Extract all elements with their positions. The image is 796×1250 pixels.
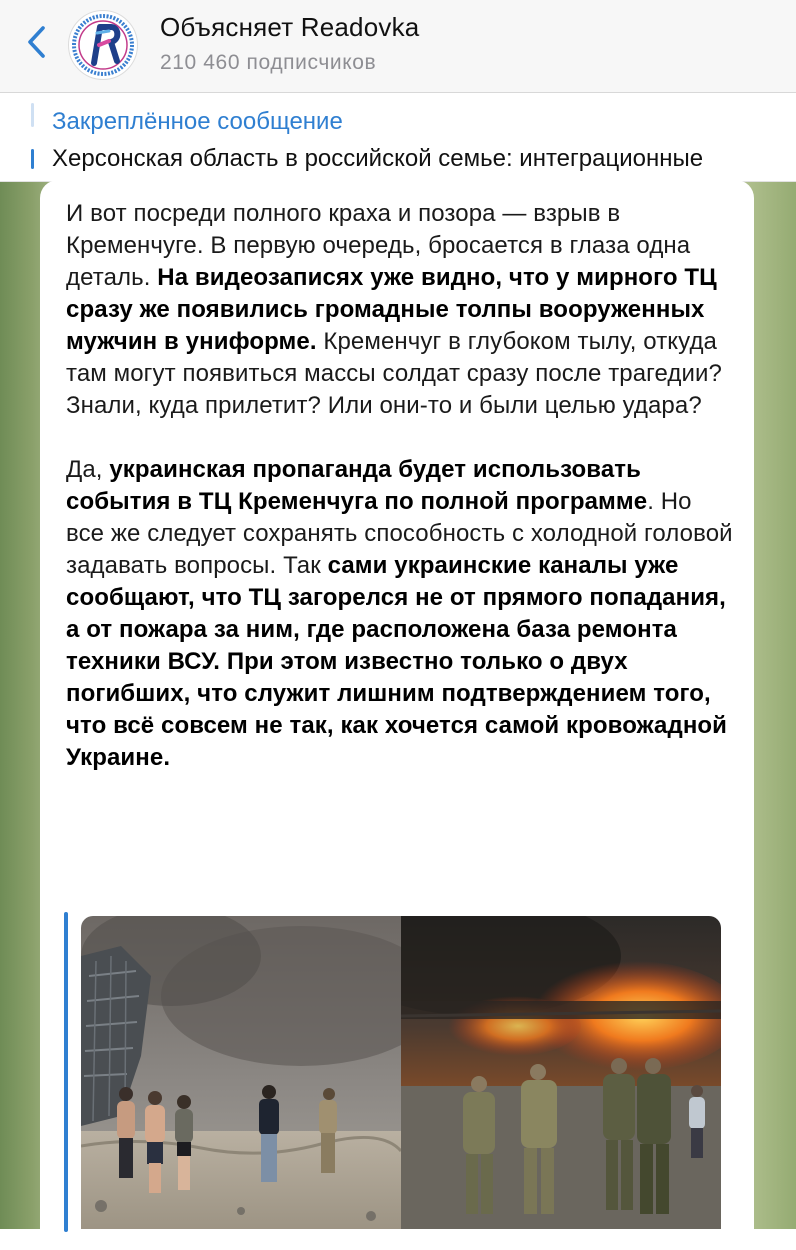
- text-run-bold: На видеозаписях уже видно, что у мирного ТЦ сразу же появились громадные толпы вооруженных мужчин в униформе.: [66, 264, 717, 355]
- channel-title[interactable]: Объясняет Readovka: [160, 12, 420, 42]
- explosion-smoke-photo[interactable]: [81, 916, 401, 1229]
- media-quote-bar: [64, 912, 68, 1232]
- chat-header: [0, 0, 796, 93]
- media-attachment[interactable]: [81, 916, 721, 1229]
- pinned-indicator-active: [31, 149, 34, 169]
- message-paragraph-2: [66, 454, 736, 774]
- chevron-left-icon: [25, 25, 47, 59]
- channel-avatar[interactable]: [68, 10, 138, 80]
- message-paragraph-1: [66, 198, 736, 422]
- text-run: И вот посреди полного краха и позора — взрыв в Кременчуге. В первую очередь, бросается в глаза одна деталь.: [66, 200, 691, 291]
- pinned-message-bar[interactable]: [0, 93, 796, 182]
- pinned-indicator-inactive: [31, 103, 34, 127]
- pinned-text: Херсонская область в российской семье: интеграционные: [52, 145, 704, 172]
- text-run-bold: сами украинские каналы уже сообщают, что ТЦ загорелся не от прямого попадания, а от пожара за ним, где расположена база ремонта техники ВСУ. При этом известно только о двух погибших, что служит лишним подтверждением того, что всё совсем не так, как хочется самой кровожадной Украине.: [66, 552, 728, 771]
- readovka-logo-icon: [69, 11, 137, 79]
- text-run: Кременчуг в глубоком тылу, откуда там могут появиться массы солдат сразу после трагедии? Знали, куда прилетит? Или они-то и были целью удара?: [66, 328, 722, 419]
- pinned-label: Закреплённое сообщение: [52, 108, 343, 135]
- subscriber-count: 210 460 подписчиков: [160, 51, 377, 74]
- text-run: . Но все же следует сохранять способность с холодной головой задавать вопросы. Так: [66, 488, 733, 579]
- fire-soldiers-photo[interactable]: [401, 916, 721, 1229]
- text-run: Да,: [66, 456, 110, 483]
- message-text: [66, 198, 736, 774]
- text-run-bold: украинская пропаганда будет использовать события в ТЦ Кременчуга по полной программе: [66, 456, 648, 515]
- back-button[interactable]: [18, 22, 54, 62]
